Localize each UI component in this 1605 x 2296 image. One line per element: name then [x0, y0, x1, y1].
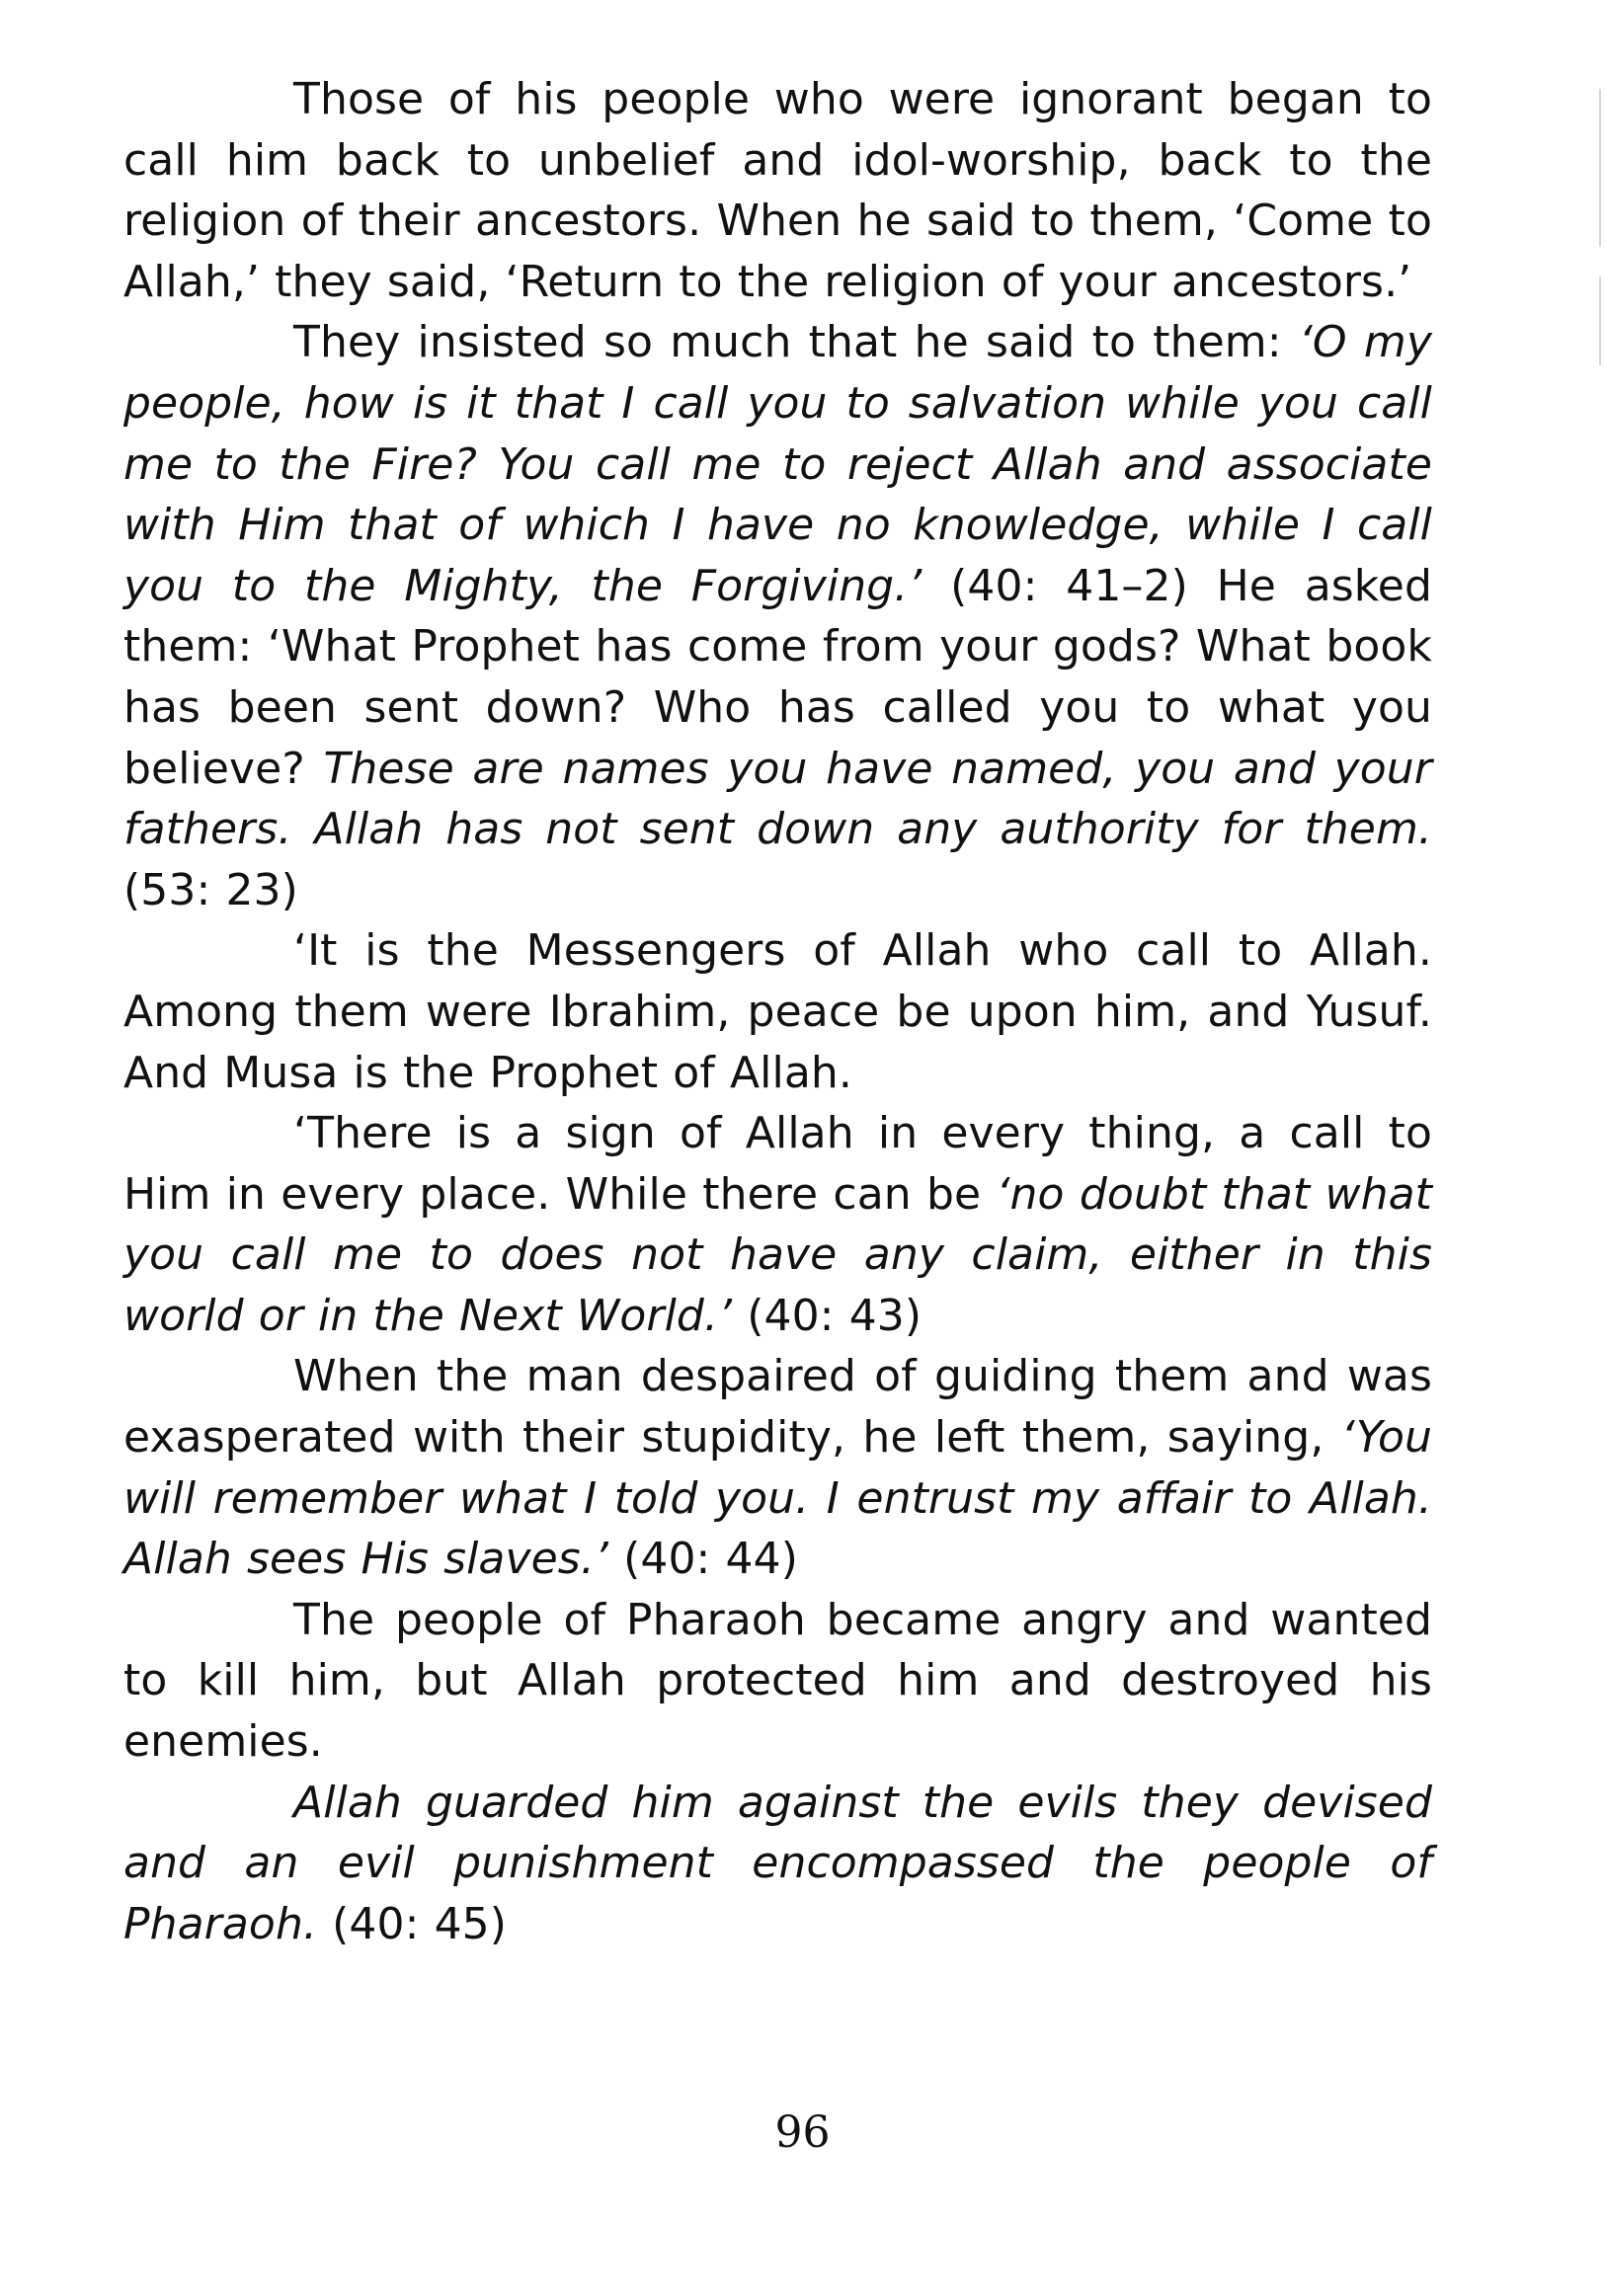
quran-quote: Allah guarded him against the evils they devised and an evil punishment encompassed the people of Pharaoh.	[123, 1777, 1432, 1949]
paragraph-text: When the man despaired of guiding them and was exasperated with their stupidity, he left them, saying,	[123, 1351, 1432, 1464]
verse-reference: (40: 43)	[732, 1290, 923, 1341]
verse-reference: (53: 23)	[123, 864, 298, 915]
paragraph-text: Those of his people who were ignorant began to call him back to unbelief and idol-worship, back to the religion of their ancestors. When he said to them, ‘Come to Allah,’ they said, ‘Return to the religion of your ancestors.’	[123, 74, 1432, 307]
paragraph	[123, 312, 1432, 920]
verse-reference: (40: 41–2) He asked them: ‘What Prophet has come from your gods? What book has been sent down? Who has called you to what you believe?	[123, 560, 1432, 794]
paragraph	[123, 69, 1432, 312]
page-number: 96	[774, 2107, 831, 2158]
paragraph	[123, 1103, 1432, 1346]
verse-reference: (40: 44)	[608, 1534, 799, 1585]
scan-edge-mark	[1599, 277, 1601, 365]
verse-reference: (40: 45)	[317, 1898, 508, 1949]
page-body	[123, 69, 1432, 1954]
paragraph-text: ‘There is a sign of Allah in every thing, a call to Him in every place. While there can be	[123, 1108, 1432, 1220]
quran-quote: These are names you have named, you and your fathers. Allah has not sent down any authority for them.	[123, 743, 1432, 855]
paragraph	[123, 1346, 1432, 1589]
quran-quote: ‘no doubt that what you call me to does not have any claim, either in this world or in the Next World.’	[123, 1168, 1432, 1341]
quran-quote: ‘You will remember what I told you. I entrust my affair to Allah. Allah sees His slaves.’	[123, 1412, 1432, 1585]
paragraph-text: The people of Pharaoh became angry and wanted to kill him, but Allah protected him and destroyed his enemies.	[123, 1594, 1432, 1768]
quran-quote: ‘O my people, how is it that I call you to salvation while you call me to the Fire? You call me to reject Allah and associate with Him that of which I have no knowledge, while I call you to the Mighty, the Forgiving.’	[123, 317, 1432, 611]
paragraph	[123, 1590, 1432, 1773]
paragraph	[123, 920, 1432, 1103]
paragraph	[123, 1773, 1432, 1955]
paragraph-text: ‘It is the Messengers of Allah who call to Allah. Among them were Ibrahim, peace be upon him, and Yusuf. And Musa is the Prophet of Allah.	[123, 925, 1432, 1098]
scan-edge-mark	[1599, 89, 1601, 247]
paragraph-text: They insisted so much that he said to them:	[293, 317, 1299, 368]
